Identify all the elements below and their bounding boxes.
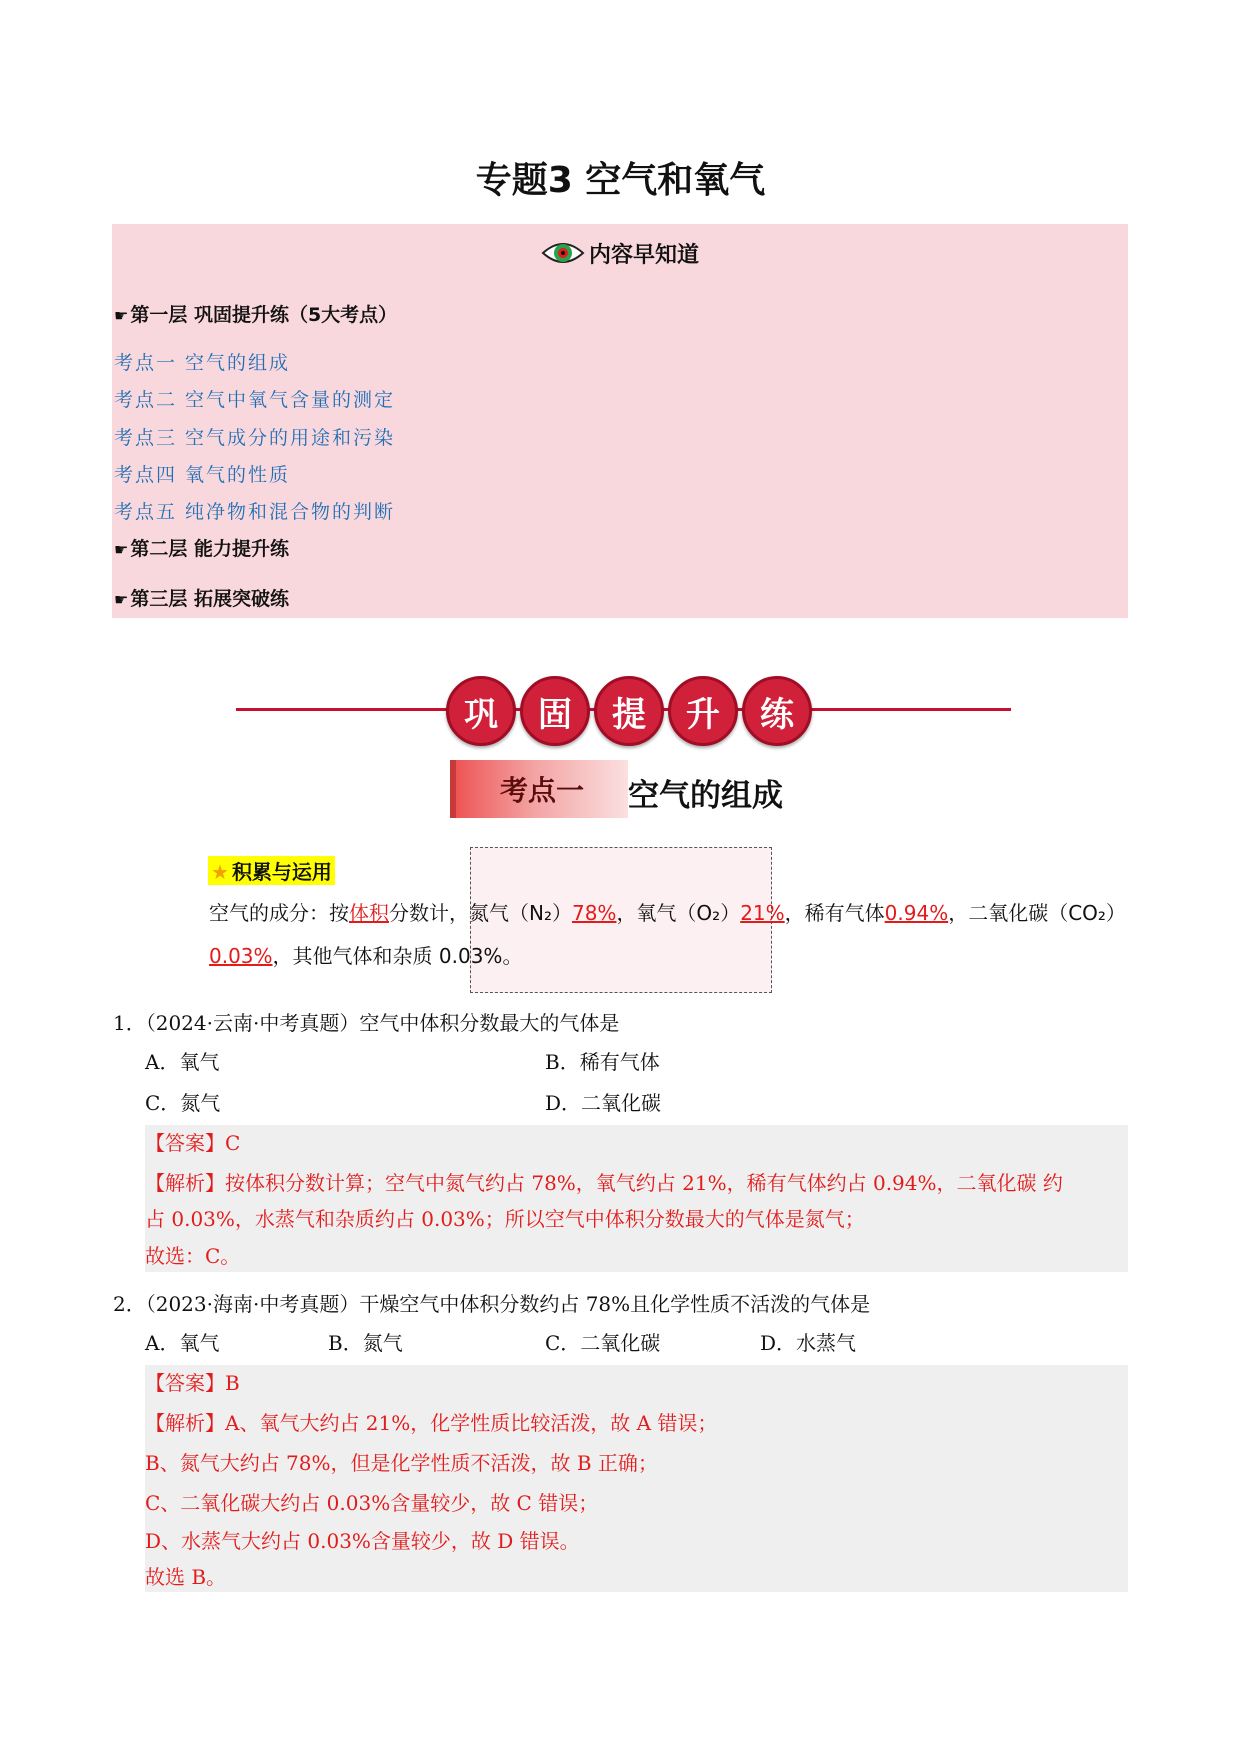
section-tag: 考点一: [450, 760, 628, 818]
section-title: 空气的组成: [628, 778, 783, 814]
banner-char-2: 固: [520, 676, 590, 746]
q1-answer-box: [145, 1125, 1128, 1272]
q2-analysis-3: C、二氧化碳大约占 0.03%含量较少，故 C 错误；: [145, 1491, 599, 1515]
kaodian-1: 考点一 空气的组成: [114, 352, 291, 374]
banner-char-3: 提: [594, 676, 664, 746]
contents-header-text: 内容早知道: [588, 243, 699, 268]
q1-analysis-3: 故选：C。: [145, 1244, 241, 1268]
q2-analysis-2: B、氮气大约占 78%，但是化学性质不活泼，故 B 正确；: [145, 1451, 658, 1475]
q2-option-a: A．氧气: [145, 1331, 220, 1355]
pointing-hand-icon: ☛: [114, 306, 129, 325]
composition-line-1: 空气的成分：按体积分数计，氮气（N₂）78%，氧气（O₂）21%，稀有气体0.94%，二氧化碳（CO₂）: [209, 901, 1126, 925]
contents-header: [112, 238, 1128, 273]
q2-answer-box: [145, 1365, 1128, 1592]
q1-option-c: C．氮气: [145, 1091, 221, 1115]
q1-option-d: D．二氧化碳: [545, 1091, 662, 1115]
q2-analysis-4: D、水蒸气大约占 0.03%含量较少，故 D 错误。: [145, 1529, 580, 1553]
accumulate-label: ★ 积累与运用: [208, 856, 335, 885]
banner-char-4: 升: [668, 676, 738, 746]
rare-gas-value: 0.94%: [884, 901, 949, 925]
q1-option-a: A．氧气: [145, 1050, 220, 1074]
q2-answer: 【答案】B: [145, 1371, 240, 1395]
q1-analysis-1: 【解析】按体积分数计算；空气中氮气约占 78%，氧气约占 21%，稀有气体约占 0.94%，二氧化碳 约: [145, 1171, 1063, 1195]
q2-option-b: B．氮气: [328, 1331, 403, 1355]
layer-1: ☛ 第一层 巩固提升练（5大考点）: [114, 304, 398, 326]
composition-line-2: 0.03%，其他气体和杂质 0.03%。: [209, 944, 523, 968]
question-1-stem: 1．（2024·云南·中考真题）空气中体积分数最大的气体是: [113, 1011, 620, 1035]
q2-option-d: D．水蒸气: [760, 1331, 857, 1355]
kaodian-3: 考点三 空气成分的用途和污染: [114, 427, 396, 449]
n2-value: 78%: [571, 901, 617, 925]
basis-value: 体积: [349, 901, 389, 925]
eye-icon: [541, 239, 585, 273]
banner-char-5: 练: [742, 676, 812, 746]
pointing-hand-icon: ☛: [114, 590, 129, 609]
page-title: 专题3 空气和氧气: [475, 160, 766, 201]
contents-box: [112, 224, 1128, 618]
star-icon: ★: [211, 860, 229, 884]
banner-char-1: 巩: [446, 676, 516, 746]
pointing-hand-icon: ☛: [114, 540, 129, 559]
q1-analysis-2: 占 0.03%，水蒸气和杂质约占 0.03%；所以空气中体积分数最大的气体是氮气；: [145, 1207, 865, 1231]
q2-analysis-1: 【解析】A、氧气大约占 21%，化学性质比较活泼，故 A 错误；: [145, 1411, 718, 1435]
q2-option-c: C．二氧化碳: [545, 1331, 661, 1355]
layer-3: ☛ 第三层 拓展突破练: [114, 588, 289, 610]
kaodian-5: 考点五 纯净物和混合物的判断: [114, 501, 396, 523]
kaodian-2: 考点二 空气中氧气含量的测定: [114, 389, 396, 411]
layer-2: ☛ 第二层 能力提升练: [114, 538, 289, 560]
question-2-stem: 2．（2023·海南·中考真题）干燥空气中体积分数约占 78%且化学性质不活泼的气体是: [113, 1292, 871, 1316]
co2-value: 0.03%: [209, 944, 273, 968]
q2-analysis-5: 故选 B。: [145, 1565, 227, 1589]
q1-option-b: B．稀有气体: [545, 1050, 660, 1074]
o2-value: 21%: [740, 901, 785, 925]
kaodian-4: 考点四 氧气的性质: [114, 464, 291, 486]
q1-answer: 【答案】C: [145, 1131, 241, 1155]
